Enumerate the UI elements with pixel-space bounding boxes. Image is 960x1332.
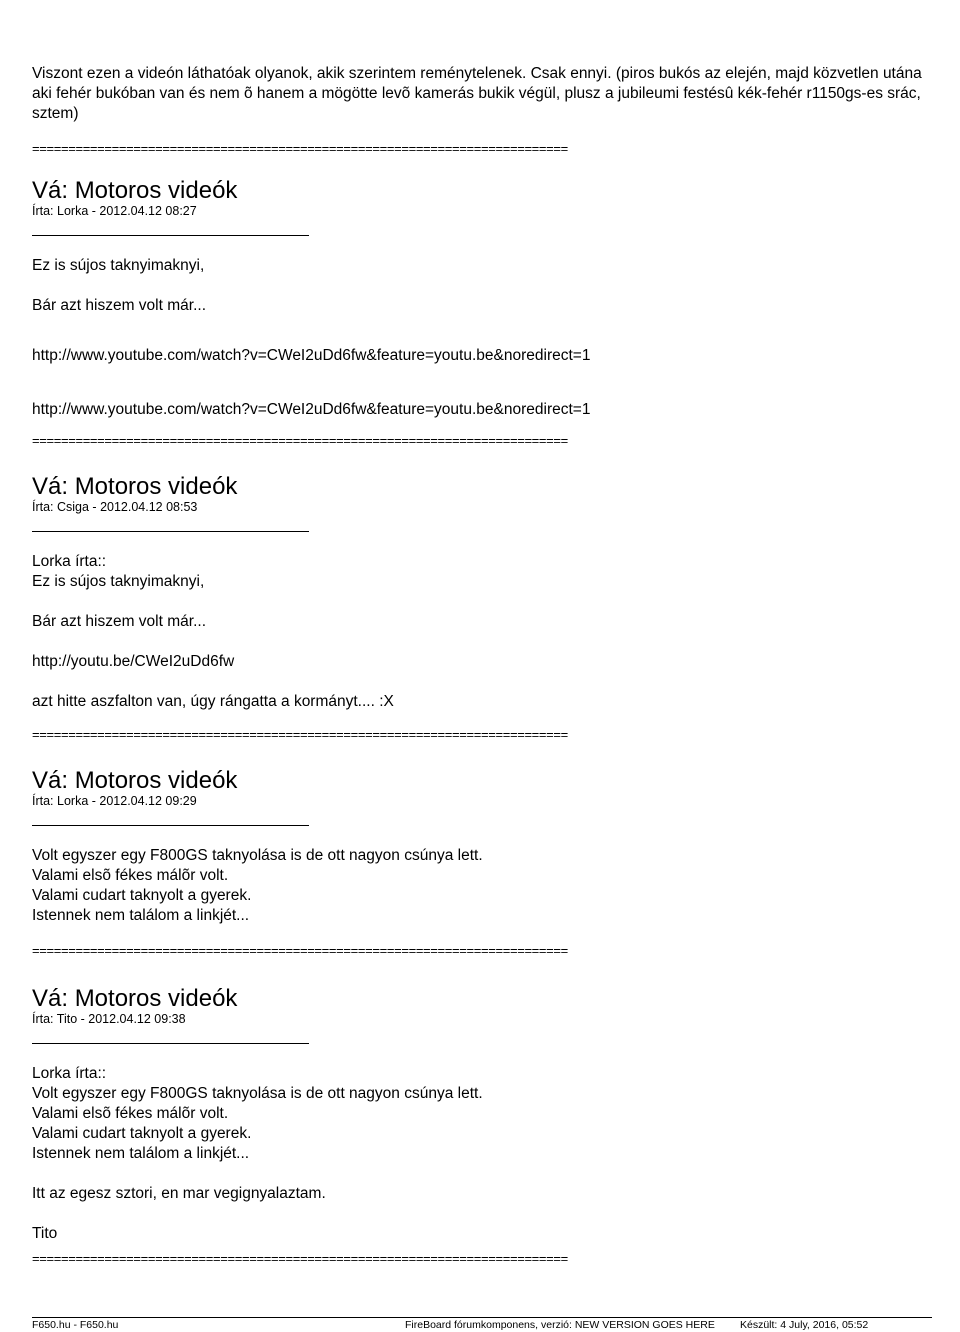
separator: ========================================================================== xyxy=(32,142,568,156)
post-line: Valami cudart taknyolt a gyerek. xyxy=(32,887,252,904)
post-byline: Írta: Tito - 2012.04.12 09:38 xyxy=(32,1012,186,1026)
post-line: Istennek nem találom a linkjét... xyxy=(32,907,250,924)
post xyxy=(32,474,932,712)
post-link[interactable] xyxy=(32,346,932,366)
post-line: Bár azt hiszem volt már... xyxy=(32,613,206,630)
intro-paragraph: Viszont ezen a videón láthatóak olyanok, akik szerintem reménytelenek. Csak ennyi. (piros bukós az elején, majd közvetlen utána aki fehér bukóban van és nem õ hanem a mögötte levõ kamerás bukik végül, plusz a jubileumi festésû kék-fehér r1150gs-es srác, sztem) xyxy=(32,65,927,122)
youtube-link[interactable]: http://youtu.be/CWeI2uDd6fw xyxy=(32,653,235,670)
post-line: Valami cudart taknyolt a gyerek. xyxy=(32,1125,252,1142)
post-byline: Írta: Csiga - 2012.04.12 08:53 xyxy=(32,500,198,514)
post-line: Itt az egesz sztori, en mar vegignyalaztam. xyxy=(32,1185,326,1202)
post-signature: Tito xyxy=(32,1225,58,1242)
youtube-link[interactable]: http://www.youtube.com/watch?v=CWeI2uDd6fw&feature=youtu.be&noredirect=1 xyxy=(32,401,591,418)
post-byline: Írta: Lorka - 2012.04.12 09:29 xyxy=(32,794,197,808)
footer-site: F650.hu - F650.hu xyxy=(32,1319,119,1331)
separator: ========================================================================== xyxy=(32,728,568,742)
youtube-link[interactable]: http://www.youtube.com/watch?v=CWeI2uDd6fw&feature=youtu.be&noredirect=1 xyxy=(32,347,591,364)
post xyxy=(32,986,932,1244)
post-line: Ez is sújos taknyimaknyi, xyxy=(32,573,205,590)
post-line: azt hitte aszfalton van, úgy rángatta a kormányt.... :X xyxy=(32,693,394,710)
post-title: Vá: Motoros videók xyxy=(32,767,238,794)
post-line: Valami elsõ fékes málõr volt. xyxy=(32,1105,229,1122)
separator: ========================================================================== xyxy=(32,434,568,448)
post-title: Vá: Motoros videók xyxy=(32,177,238,204)
post-link[interactable] xyxy=(32,652,932,672)
document-body xyxy=(32,64,932,1266)
footer-component: FireBoard fórumkomponens, verzió: NEW VERSION GOES HERE xyxy=(405,1319,715,1331)
post-title: Vá: Motoros videók xyxy=(32,985,238,1012)
post-line: Valami elsõ fékes málõr volt. xyxy=(32,867,229,884)
post xyxy=(32,178,932,420)
post-line: Bár azt hiszem volt már... xyxy=(32,297,206,314)
post-line: Volt egyszer egy F800GS taknyolása is de ott nagyon csúnya lett. xyxy=(32,847,483,864)
separator: ========================================================================== xyxy=(32,944,568,958)
page-footer xyxy=(32,1317,932,1331)
quote-label: Lorka írta:: xyxy=(32,553,107,570)
post xyxy=(32,768,932,926)
post-line: Istennek nem találom a linkjét... xyxy=(32,1145,250,1162)
quote-label: Lorka írta:: xyxy=(32,1065,107,1082)
post-link[interactable] xyxy=(32,400,932,420)
footer-generated: Készült: 4 July, 2016, 05:52 xyxy=(740,1319,869,1331)
post-byline: Írta: Lorka - 2012.04.12 08:27 xyxy=(32,204,197,218)
post-title: Vá: Motoros videók xyxy=(32,473,238,500)
separator: ========================================================================== xyxy=(32,1252,568,1266)
post-line: Ez is sújos taknyimaknyi, xyxy=(32,257,205,274)
post-line: Volt egyszer egy F800GS taknyolása is de ott nagyon csúnya lett. xyxy=(32,1085,483,1102)
